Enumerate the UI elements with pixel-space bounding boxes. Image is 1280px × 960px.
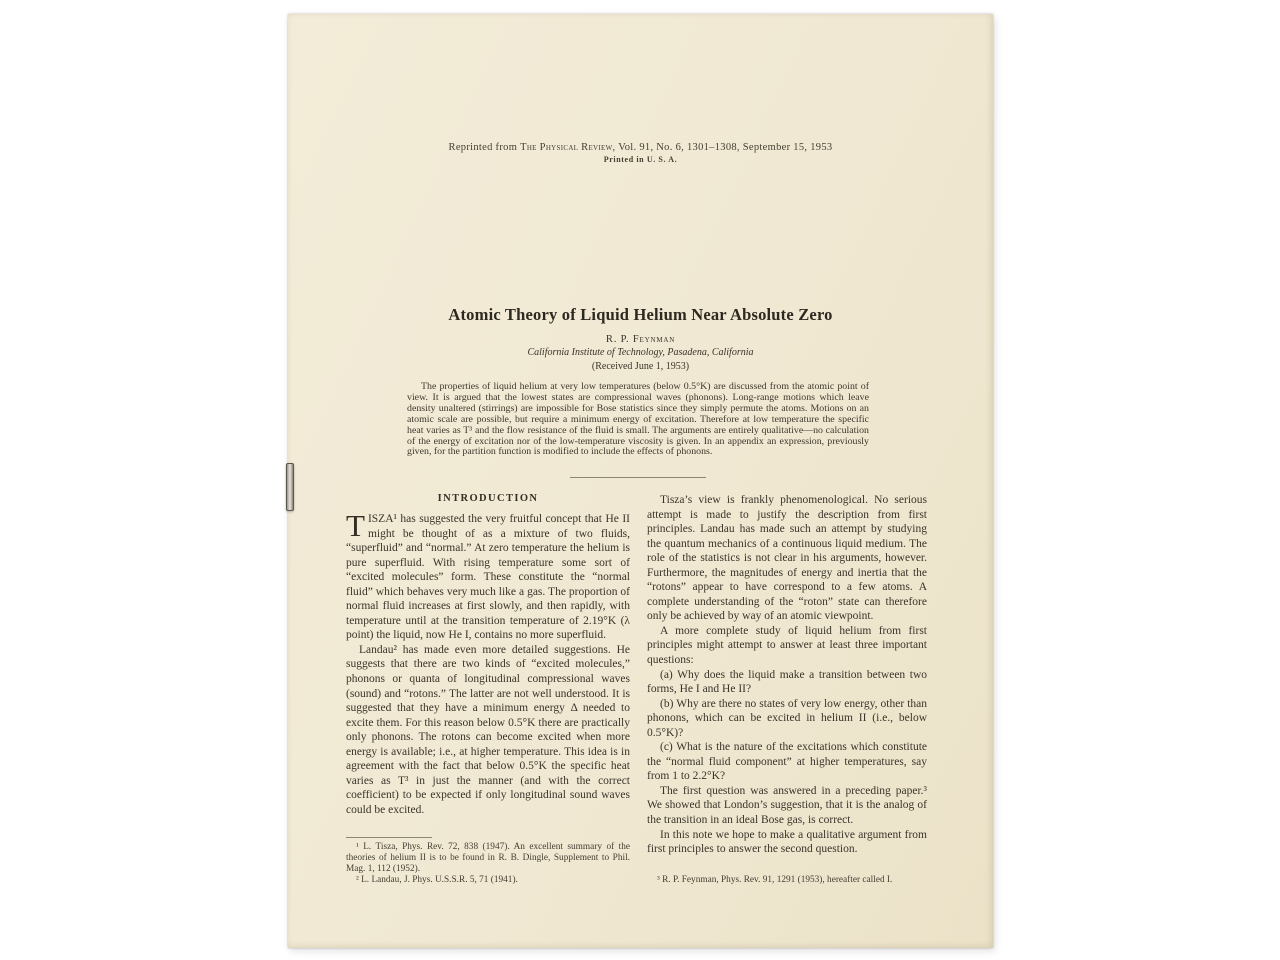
staple [286, 463, 294, 511]
two-column-body [346, 493, 927, 886]
left-column [346, 493, 630, 886]
question-c: (c) What is the nature of the excitations which constitute the “normal fluid component” at higher temperatures, say from 1 to 2.2°K? [647, 741, 927, 783]
printed-in-line: Printed in U. S. A. [603, 155, 678, 164]
intro-paragraph-text: ISZA¹ has suggested the very fruitful concept that He II might be thought of as a mixture of two fluids, “superfluid” and “normal.” At zero temperature the helium is pure superfluid. With rising temperature some sort of “excited molecules” form. These constitute the “normal fluid” which behaves very much like a gas. The proportion of normal fluid increases at first slowly, and then rapidly, with temperature until at the transition temperature of 2.19°K (λ point) the liquid, now He I, contains no more superfluid. [346, 513, 630, 642]
section-heading-introduction: INTRODUCTION [437, 493, 539, 504]
abstract-divider [570, 477, 706, 478]
reprint-prefix: Reprinted from [448, 142, 521, 153]
paper-title: Atomic Theory of Liquid Helium Near Absolute Zero [448, 305, 833, 324]
footnote-3: ³ R. P. Feynman, Phys. Rev. 91, 1291 (1953), hereafter called I. [657, 874, 893, 885]
dropcap-T: T [346, 508, 365, 543]
footnote-rule [346, 837, 432, 838]
title-block [288, 305, 993, 372]
tisza-view-paragraph: Tisza’s view is frankly phenomenological. No serious attempt is made to justify the description from first principles. Landau has made such an attempt by studying the quantum mechanics of a continuous liquid medium. The role of the statistics is not clear in his arguments, however. Furthermore, the magnitudes of energy and inertia that the “rotons” appear to have correspond to a few atoms. A complete understanding of the “roton” state can therefore only be achieved by way of an atomic viewpoint. [647, 494, 927, 623]
question-a: (a) Why does the liquid make a transition between two forms, He I and He II? [647, 668, 927, 696]
first-question-paragraph: The first question was answered in a preceding paper.³ We showed that London’s suggestion, that it is the analog of the transition in an ideal Bose gas, is correct. [647, 784, 927, 827]
paper-page [288, 14, 993, 948]
question-b: (b) Why are there no states of very low energy, other than phonons, which can be excited in helium II (i.e., below 0.5°K)? [647, 697, 927, 739]
reprint-line [288, 142, 993, 153]
reprint-header [288, 142, 993, 164]
right-column [647, 493, 927, 886]
questions-intro-paragraph: A more complete study of liquid helium from first principles might attempt to answer at least three important questions: [647, 624, 927, 667]
footnote-1: ¹ L. Tisza, Phys. Rev. 72, 838 (1947). An excellent summary of the theories of helium II is to be found in R. B. Dingle, Supplement to Phil. Mag. 1, 112 (1952). [346, 841, 630, 874]
reprint-suffix: , Vol. 91, No. 6, 1301–1308, September 15, 1953 [612, 142, 833, 153]
abstract: The properties of liquid helium at very low temperatures (below 0.5°K) are discussed from the atomic point of view. It is argued that the lowest states are compressional waves (phonons). Long-range motions which leave density unaltered (stirrings) are impossible for Bose statistics since they simply permute the atoms. Motions on an atomic scale are possible, but require a minimum energy of excitation. Therefore at low temperature the specific heat varies as T³ and the flow resistance of the fluid is small. The arguments are entirely qualitative—no calculation of the energy of excitation nor of the low-temperature viscosity is given. In an appendix an expression, previously given, for the partition function is modified to include the effects of phonons. [407, 381, 869, 458]
affiliation: California Institute of Technology, Pasadena, California [527, 347, 754, 358]
footnote-2: ² L. Landau, J. Phys. U.S.S.R. 5, 71 (1941). [356, 874, 518, 885]
left-footnotes [346, 837, 630, 886]
received-date: (Received June 1, 1953) [591, 361, 690, 372]
right-footnotes [647, 875, 927, 886]
journal-name: The Physical Review [520, 142, 613, 153]
landau-paragraph: Landau² has made even more detailed suggestions. He suggests that there are two kinds of “excited molecules,” phonons or quanta of longitudinal compressional waves (sound) and “rotons.” The latter are not well understood. It is suggested that they have a minimum energy Δ needed to excite them. For this reason below 0.5°K there are practically only phonons. The rotons can become excited when more energy is available; i.e., at higher temperature. This idea is in agreement with the fact that below 0.5°K the specific heat varies as T³ in just the manner (and with the correct coefficient) to be expected if only longitudinal sound waves could be excited. [346, 643, 630, 816]
intro-paragraph [346, 508, 630, 643]
author: R. P. Feynman [605, 334, 676, 345]
note-purpose-paragraph: In this note we hope to make a qualitative argument from first principles to answer the second question. [647, 828, 927, 856]
